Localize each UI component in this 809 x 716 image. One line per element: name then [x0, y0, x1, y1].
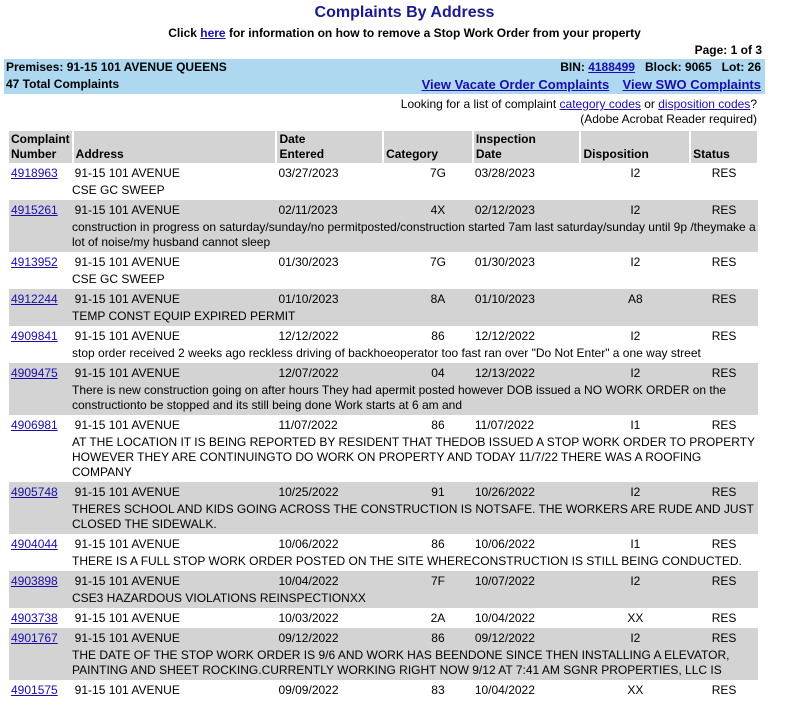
lot-label: Lot: 26	[721, 60, 761, 74]
table-row	[9, 571, 758, 591]
col-status: Status	[690, 131, 758, 163]
date-entered-cell: 10/03/2022	[278, 611, 339, 625]
address-cell: 91-15 101 AVENUE	[73, 363, 277, 383]
inspection-date-cell: 03/28/2023	[474, 166, 535, 180]
complaint-description: stop order received 2 weeks ago reckless driving of backhoeoperator too fast ran over "Do Not Enter" a one way street	[72, 346, 701, 360]
table-row	[9, 252, 758, 272]
complaint-number-cell	[9, 163, 73, 183]
category-cell: 2A	[430, 611, 446, 625]
category-cell: 86	[431, 418, 445, 432]
status-cell: RES	[711, 418, 737, 432]
status-cell: RES	[711, 611, 737, 625]
table-row	[9, 415, 758, 435]
page-current: 1	[730, 43, 738, 57]
status-cell: RES	[711, 683, 737, 697]
bin-label: BIN:	[560, 60, 585, 74]
complaint-number-cell	[9, 608, 73, 628]
status-cell: RES	[711, 255, 737, 269]
total-complaints: 47 Total Complaints	[6, 77, 120, 91]
complaint-description: THERES SCHOOL AND KIDS GOING ACROSS THE CONSTRUCTION IS NOTSAFE. THE WORKERS ARE RUDE AND JUST CLOSED THE SIDEWALK.	[9, 502, 758, 534]
complaint-description: CSE GC SWEEP	[72, 183, 165, 197]
codes-lookup-line	[401, 97, 757, 112]
category-cell: 7G	[429, 255, 446, 269]
premises-label: Premises: 91-15 101 AVENUE QUEENS	[6, 60, 227, 74]
date-entered-cell: 01/30/2023	[278, 255, 339, 269]
col-category: Category	[383, 131, 473, 163]
disposition-cell: I2	[580, 571, 690, 591]
page-label: Page:	[694, 43, 728, 57]
complaint-number-cell	[9, 628, 73, 648]
date-entered-cell: 10/25/2022	[276, 482, 383, 502]
complaint-number-cell	[9, 289, 73, 309]
block-label: Block: 9065	[644, 60, 712, 74]
page-of: of	[740, 43, 752, 57]
complaint-number-link[interactable]: 4906981	[11, 418, 58, 432]
category-cell: 4X	[383, 200, 473, 220]
premises-row	[4, 59, 765, 76]
disposition-cell: I2	[630, 329, 641, 343]
complaint-description-row	[9, 383, 758, 415]
date-entered-cell: 03/27/2023	[278, 166, 339, 180]
acrobat-note: (Adobe Acrobat Reader required)	[580, 112, 757, 126]
inspection-date-cell: 10/06/2022	[474, 537, 535, 551]
complaint-number-cell	[9, 415, 73, 435]
date-entered-cell: 12/12/2022	[278, 329, 339, 343]
premises-banner	[4, 59, 765, 94]
inspection-date-cell: 11/07/2022	[474, 418, 534, 432]
col-date-entered: Date Entered	[276, 131, 383, 163]
complaint-description: THERE IS A FULL STOP WORK ORDER POSTED ON THE SITE WHERECONSTRUCTION IS STILL BEING CONDUCTED.	[72, 554, 742, 568]
status-cell: RES	[690, 363, 758, 383]
swo-complaints-link[interactable]: View SWO Complaints	[622, 77, 761, 92]
address-cell: 91-15 101 AVENUE	[73, 289, 277, 309]
complaint-description-row	[9, 554, 758, 571]
table-header-row	[9, 131, 758, 163]
inspection-date-cell: 09/12/2022	[473, 628, 581, 648]
complaint-number-link[interactable]: 4903738	[11, 611, 58, 625]
complaint-number-cell	[9, 363, 73, 383]
swo-info-line	[0, 26, 809, 42]
status-cell: RES	[711, 329, 737, 343]
date-entered-cell: 09/09/2022	[278, 683, 339, 697]
complaint-number-cell	[9, 326, 73, 346]
table-row	[9, 534, 758, 554]
complaint-number-link[interactable]: 4918963	[11, 166, 58, 180]
disposition-cell: I1	[630, 418, 641, 432]
status-cell: RES	[690, 289, 758, 309]
table-row	[9, 680, 758, 700]
inspection-date-cell: 01/30/2023	[474, 255, 535, 269]
inspection-date-cell: 12/12/2022	[474, 329, 535, 343]
category-codes-link[interactable]: category codes	[559, 97, 641, 111]
status-cell: RES	[690, 482, 758, 502]
category-cell: 91	[383, 482, 473, 502]
complaint-description: AT THE LOCATION IT IS BEING REPORTED BY RESIDENT THAT THEDOB ISSUED A STOP WORK ORDER TO PROPERTY HOWEVER THEY ARE CONTINUINGTO DO WORK ON PROPERTY AND TODAY 11/7/22 THERE WAS A ROOFING COMPANY	[72, 435, 755, 479]
page-title: Complaints By Address	[314, 4, 495, 21]
date-entered-cell: 01/10/2023	[276, 289, 383, 309]
table-row	[9, 628, 758, 648]
complaint-description: TEMP CONST EQUIP EXPIRED PERMIT	[9, 309, 758, 326]
table-row	[9, 608, 758, 628]
complaint-description: construction in progress on saturday/sunday/no permitposted/construction started 7am last saturday/sunday until 9p /theymake a lot of noise/my husband cannot sleep	[9, 220, 758, 252]
complaint-number-link[interactable]: 4909841	[11, 329, 58, 343]
disposition-cell: I2	[630, 255, 641, 269]
complaint-description-row	[9, 272, 758, 289]
complaint-description: THE DATE OF THE STOP WORK ORDER IS 9/6 AND WORK HAS BEENDONE SINCE THEN INSTALLING A ELEVATOR, PAINTING AND SHEET ROCKING.CURRENTLY WORKING RIGHT NOW 9/12 AT 7:41 AM SGNR PROPERTIES, LLC IS	[9, 648, 758, 680]
complaint-number-link[interactable]: 4909475	[11, 366, 58, 380]
col-complaint-number: Complaint Number	[9, 131, 73, 163]
complaint-number-link[interactable]: 4904044	[11, 537, 58, 551]
address-cell: 91-15 101 AVENUE	[73, 200, 277, 220]
swo-info-post: for information on how to remove a Stop Work Order from your property	[225, 26, 641, 40]
disposition-cell: I2	[580, 628, 690, 648]
inspection-date-cell: 02/12/2023	[473, 200, 581, 220]
complaint-description-row	[9, 435, 758, 482]
disposition-cell: I1	[630, 537, 641, 551]
complaint-number-link[interactable]: 4915261	[11, 203, 58, 217]
complaint-description-row	[9, 183, 758, 200]
complaint-filter-links	[422, 76, 761, 94]
category-cell: 86	[383, 628, 473, 648]
complaint-number-link[interactable]: 4905748	[11, 485, 58, 499]
codes-lookup-mid: or	[640, 97, 659, 111]
inspection-date-cell: 10/04/2022	[474, 611, 535, 625]
swo-info-link[interactable]: here	[200, 26, 226, 40]
date-entered-cell: 10/04/2022	[276, 571, 383, 591]
complaint-number-cell	[9, 571, 73, 591]
complaint-description-row	[9, 591, 758, 608]
complaint-number-cell	[9, 680, 73, 700]
address-cell: 91-15 101 AVENUE	[74, 255, 180, 269]
complaint-description-row	[9, 309, 758, 326]
inspection-date-cell: 01/10/2023	[473, 289, 581, 309]
vacate-order-link[interactable]: View Vacate Order Complaints	[421, 77, 610, 92]
disposition-cell: XX	[627, 683, 644, 697]
complaint-number-cell	[9, 482, 73, 502]
codes-lookup-pre: Looking for a list of complaint	[400, 97, 560, 111]
status-cell: RES	[690, 200, 758, 220]
complaint-description-row	[9, 346, 758, 363]
complaint-description-row	[9, 220, 758, 252]
disposition-cell: I2	[580, 200, 690, 220]
totals-row	[4, 76, 765, 93]
complaint-number-link[interactable]: 4912244	[11, 292, 58, 306]
disposition-cell: I2	[580, 482, 690, 502]
date-entered-cell: 12/07/2022	[276, 363, 383, 383]
address-cell: 91-15 101 AVENUE	[74, 329, 180, 343]
complaint-number-link[interactable]: 4901575	[11, 683, 58, 697]
disposition-cell: A8	[580, 289, 690, 309]
complaint-description: CSE GC SWEEP	[72, 272, 165, 286]
category-cell: 86	[431, 537, 445, 551]
status-cell: RES	[711, 166, 737, 180]
table-row	[9, 289, 758, 309]
codes-lookup-post: ?	[750, 97, 757, 111]
address-cell: 91-15 101 AVENUE	[73, 571, 277, 591]
complaint-number-cell	[9, 534, 73, 554]
complaint-number-cell	[9, 252, 73, 272]
complaint-number-link[interactable]: 4903898	[11, 574, 58, 588]
complaint-number-link[interactable]: 4913952	[11, 255, 58, 269]
complaint-description: There is new construction going on after hours They had apermit posted however DOB issued a NO WORK ORDER on the constructionto be stopped and its still being done Work starts at 6 am and	[9, 383, 758, 415]
address-cell: 91-15 101 AVENUE	[74, 611, 180, 625]
inspection-date-cell: 10/07/2022	[473, 571, 581, 591]
inspection-date-cell: 12/13/2022	[473, 363, 581, 383]
address-cell: 91-15 101 AVENUE	[74, 683, 180, 697]
address-cell: 91-15 101 AVENUE	[73, 628, 277, 648]
pagination-indicator	[695, 43, 762, 57]
complaint-number-link[interactable]: 4901767	[11, 631, 58, 645]
complaint-number-cell	[9, 200, 73, 220]
table-row	[9, 363, 758, 383]
disposition-cell: I2	[580, 363, 690, 383]
address-cell: 91-15 101 AVENUE	[74, 166, 180, 180]
address-cell: 91-15 101 AVENUE	[73, 482, 277, 502]
inspection-date-cell: 10/26/2022	[473, 482, 581, 502]
table-row	[9, 200, 758, 220]
address-cell: 91-15 101 AVENUE	[74, 418, 180, 432]
complaints-table	[9, 131, 759, 700]
complaint-description: CSE3 HAZARDOUS VIOLATIONS REINSPECTIONXX	[9, 591, 758, 608]
date-entered-cell: 11/07/2022	[278, 418, 338, 432]
category-cell: 7G	[429, 166, 446, 180]
table-row	[9, 482, 758, 502]
date-entered-cell: 02/11/2023	[276, 200, 383, 220]
disposition-cell: XX	[627, 611, 644, 625]
inspection-date-cell: 10/04/2022	[474, 683, 535, 697]
bin-link[interactable]: 4188499	[588, 60, 635, 74]
complaints-body	[9, 163, 758, 700]
address-cell: 91-15 101 AVENUE	[74, 537, 180, 551]
status-cell: RES	[690, 628, 758, 648]
table-row	[9, 163, 758, 183]
complaint-description-row	[9, 502, 758, 534]
category-cell: 04	[383, 363, 473, 383]
category-cell: 8A	[383, 289, 473, 309]
col-address: Address	[73, 131, 277, 163]
page-total: 3	[755, 43, 762, 57]
date-entered-cell: 09/12/2022	[276, 628, 383, 648]
category-cell: 83	[431, 683, 445, 697]
complaint-description-row	[9, 648, 758, 680]
category-cell: 7F	[383, 571, 473, 591]
disposition-cell: I2	[630, 166, 641, 180]
category-cell: 86	[431, 329, 445, 343]
col-disposition: Disposition	[580, 131, 690, 163]
status-cell: RES	[690, 571, 758, 591]
table-row	[9, 326, 758, 346]
col-inspection-date: Inspection Date	[473, 131, 581, 163]
date-entered-cell: 10/06/2022	[278, 537, 339, 551]
premises-identifiers	[560, 59, 761, 76]
codes-lookup	[401, 97, 757, 127]
disposition-codes-link[interactable]: disposition codes	[658, 97, 751, 111]
swo-info-pre: Click	[168, 26, 201, 40]
status-cell: RES	[711, 537, 737, 551]
